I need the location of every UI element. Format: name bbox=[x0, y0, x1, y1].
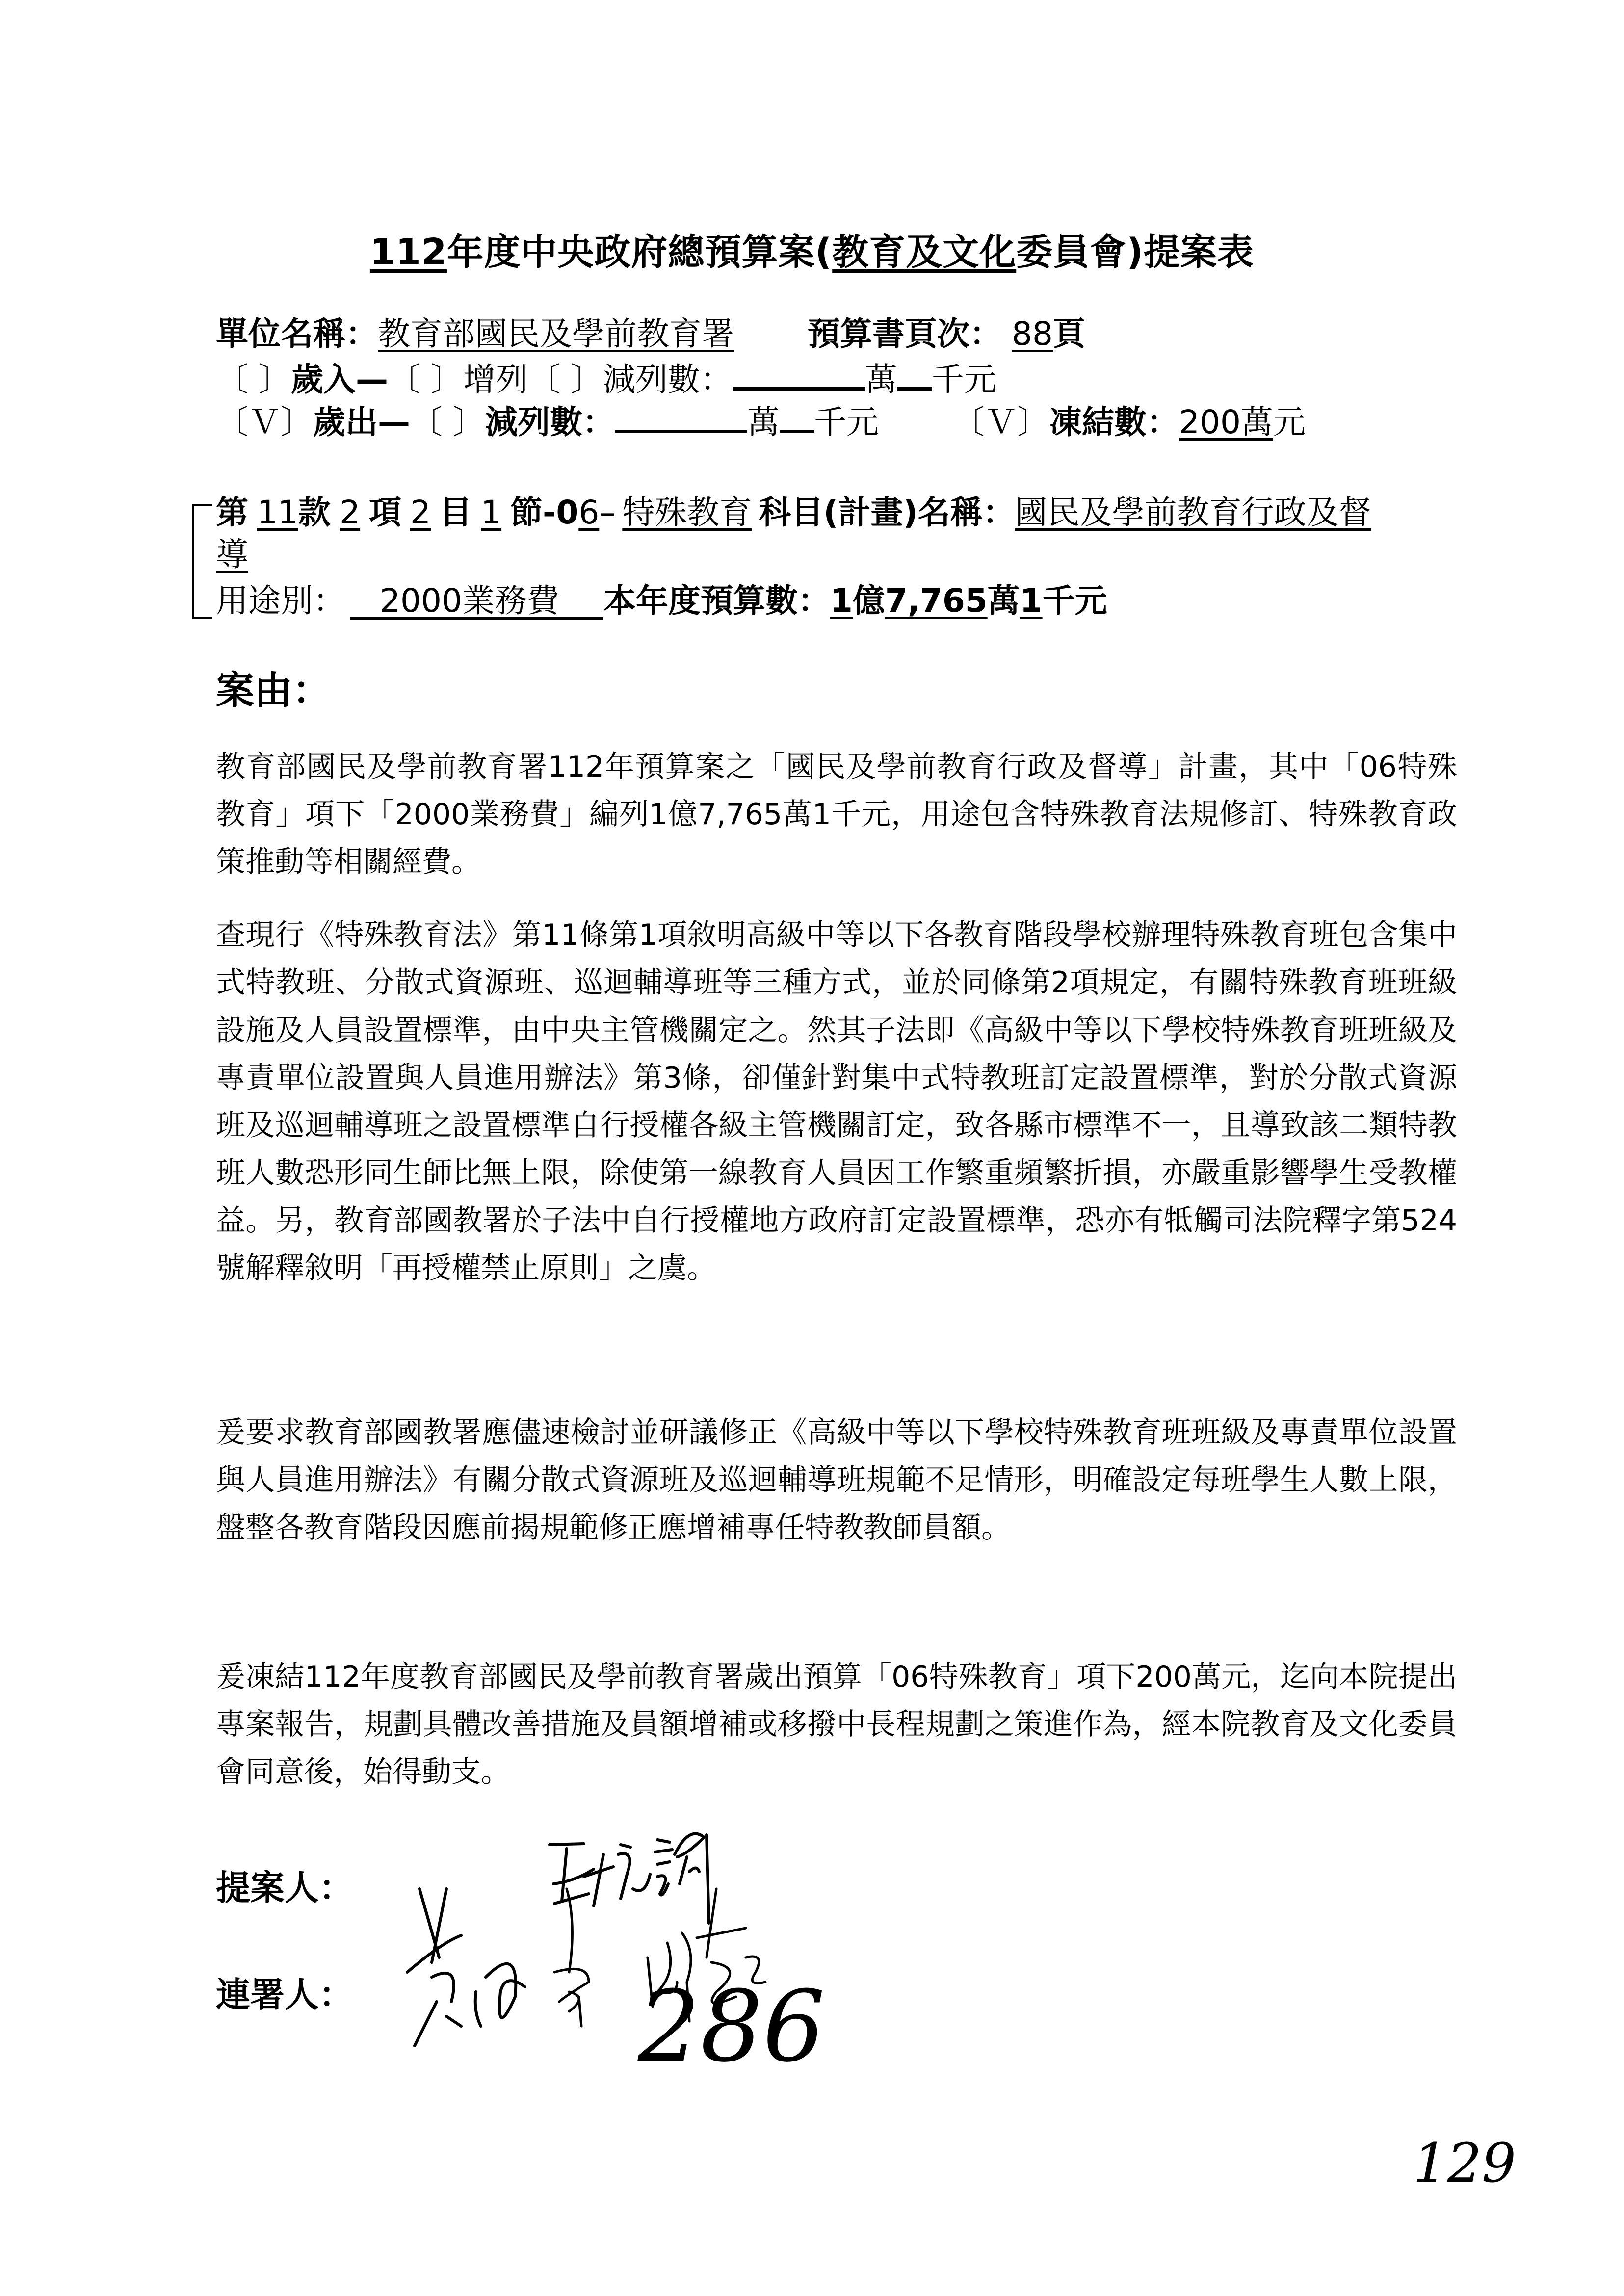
revenue-wan-blank[interactable] bbox=[733, 361, 865, 391]
usage-row bbox=[216, 582, 1107, 620]
item-row-continued bbox=[216, 536, 248, 574]
kuan-label: 款 bbox=[298, 494, 331, 531]
usage-label: 用途別： bbox=[216, 582, 345, 620]
freeze-checkbox[interactable]: 〔Ｖ〕 bbox=[952, 403, 1049, 441]
xiang-label: 項 bbox=[368, 494, 401, 531]
increase-label: 增列 bbox=[463, 361, 528, 398]
freeze-value: 200萬 bbox=[1179, 403, 1273, 441]
reason-paragraph-4: 爰凍結112年度教育部國民及學前教育署歲出預算「06特殊教育」項下200萬元，迄向本院提出專案報告，規劃具體改善措施及員額增補或移撥中長程規劃之策進作為，經本院教育及文化委員會同意後，始得動支。 bbox=[216, 1660, 1457, 1789]
budget-wan-unit: 萬 bbox=[987, 582, 1020, 620]
decrease-label: 減列數： bbox=[602, 361, 733, 398]
thousand-unit: 千元 bbox=[931, 361, 996, 398]
usage-value: 2000業務費 bbox=[380, 582, 559, 620]
revenue-label: 歲入— bbox=[290, 361, 388, 398]
xiang-value: 2 bbox=[339, 494, 360, 531]
revenue-thousand-blank[interactable] bbox=[897, 361, 932, 391]
wan-unit: 萬 bbox=[864, 361, 897, 398]
unit-row bbox=[216, 315, 1085, 353]
budget-qian-value: 1 bbox=[1020, 582, 1043, 620]
jie-label: 節-0 bbox=[510, 494, 579, 531]
page-ref-label: 預算書頁次： bbox=[808, 315, 1002, 353]
reason-paragraph-2: 查現行《特殊教育法》第11條第1項敘明高級中等以下各教育階段學校辦理特殊教育班包含集中式特教班、分散式資源班、巡迴輔導班等三種方式，並於同條第2項規定，有關特殊教育班班級設施及人員設置標準，由中央主管機關定之。然其子法即《高級中等以下學校特殊教育班班級及專責單位設置與人員進用辦法》第3條，卻僅針對集中式特教班訂定設置標準，對於分散式資源班及巡迴輔導班之設置標準自行授權各級主管機關訂定，致各縣市標準不一，且導致該二類特教班人數恐形同生師比無上限，除使第一線教育人員因工作繁重頻繁折損，亦嚴重影響學生受教權益。另，教育部國教署於子法中自行授權地方政府訂定設置標準，恐亦有牴觸司法院釋字第524號解釋敘明「再授權禁止原則」之虞。 bbox=[216, 918, 1457, 1285]
revenue-checkbox[interactable]: 〔 〕 bbox=[216, 361, 291, 398]
mu-label: 目 bbox=[439, 494, 472, 531]
sub-value: 6 bbox=[578, 494, 600, 531]
budget-qian-unit: 千元 bbox=[1042, 582, 1107, 620]
budget-yi-unit: 億 bbox=[852, 582, 885, 620]
page-ref-value: 88 bbox=[1012, 315, 1053, 353]
title-committee: 教育及文化 bbox=[832, 231, 1017, 273]
item-di: 第 bbox=[216, 494, 248, 531]
reason-paragraph-3: 爰要求教育部國教署應儘速檢討並研議修正《高級中等以下學校特殊教育班班級及專責單位設置與人員進用辦法》有關分散式資源班及巡迴輔導班規範不足情形，明確設定每班學生人數上限，盤整各教育階段因應前揭規範修正應增補專任特教教師員額。 bbox=[216, 1415, 1457, 1545]
jie-value: 1 bbox=[480, 494, 501, 531]
title-suffix: 委員會)提案表 bbox=[1016, 231, 1255, 273]
subject-value-line2: 導 bbox=[216, 536, 248, 574]
expense-wan-unit: 萬 bbox=[747, 403, 780, 441]
page-number: 129 bbox=[1413, 2132, 1516, 2194]
budget-yi-value: 1 bbox=[830, 582, 853, 620]
title-mid: 年度中央政府總預算案( bbox=[447, 231, 833, 273]
subject-label: 科目(計畫)名稱： bbox=[759, 494, 1015, 531]
subject-value-line1: 國民及學前教育行政及督 bbox=[1015, 494, 1371, 531]
freeze-label: 凍結數： bbox=[1049, 403, 1179, 441]
proposer-label: 提案人： bbox=[216, 1868, 353, 1908]
expense-thousand-blank[interactable] bbox=[780, 403, 814, 433]
sub-dash: – bbox=[599, 494, 616, 531]
item-bracket bbox=[192, 504, 212, 619]
expense-wan-blank[interactable] bbox=[615, 403, 747, 433]
document-title bbox=[0, 223, 1624, 275]
expense-decrease-label: 減列數： bbox=[485, 403, 615, 441]
budget-label: 本年度預算數： bbox=[603, 582, 830, 620]
expense-label: 歲出— bbox=[313, 403, 410, 441]
handwritten-number: 286 bbox=[638, 1970, 825, 2084]
expense-decrease-checkbox[interactable]: 〔 〕 bbox=[410, 403, 485, 441]
reason-heading: 案由： bbox=[216, 669, 331, 713]
expense-checkbox[interactable]: 〔Ｖ〕 bbox=[216, 403, 313, 441]
unit-label: 單位名稱： bbox=[216, 315, 378, 353]
title-year: 112 bbox=[369, 231, 447, 273]
increase-checkbox[interactable]: 〔 〕 bbox=[388, 361, 463, 398]
kuan-value: 11 bbox=[257, 494, 298, 531]
usage-value-field bbox=[350, 582, 603, 620]
reason-paragraph-1: 教育部國民及學前教育署112年預算案之「國民及學前教育行政及督導」計畫，其中「06特殊教育」項下「2000業務費」編列1億7,765萬1千元，用途包含特殊教育法規修訂、特殊教育政策推動等相關經費。 bbox=[216, 750, 1457, 879]
mu-value: 2 bbox=[410, 494, 431, 531]
expense-thousand-unit: 千元 bbox=[813, 403, 879, 441]
sub-name: 特殊教育 bbox=[622, 494, 752, 531]
freeze-unit: 元 bbox=[1273, 403, 1306, 441]
revenue-row bbox=[216, 361, 996, 396]
page-ref-unit: 頁 bbox=[1052, 315, 1085, 353]
expense-row bbox=[216, 403, 1306, 439]
cosigner-label: 連署人： bbox=[216, 1975, 353, 2015]
item-row bbox=[216, 496, 1371, 529]
decrease-checkbox[interactable]: 〔 〕 bbox=[527, 361, 603, 398]
unit-value: 教育部國民及學前教育署 bbox=[378, 315, 734, 353]
budget-wan-value: 7,765 bbox=[885, 582, 988, 620]
